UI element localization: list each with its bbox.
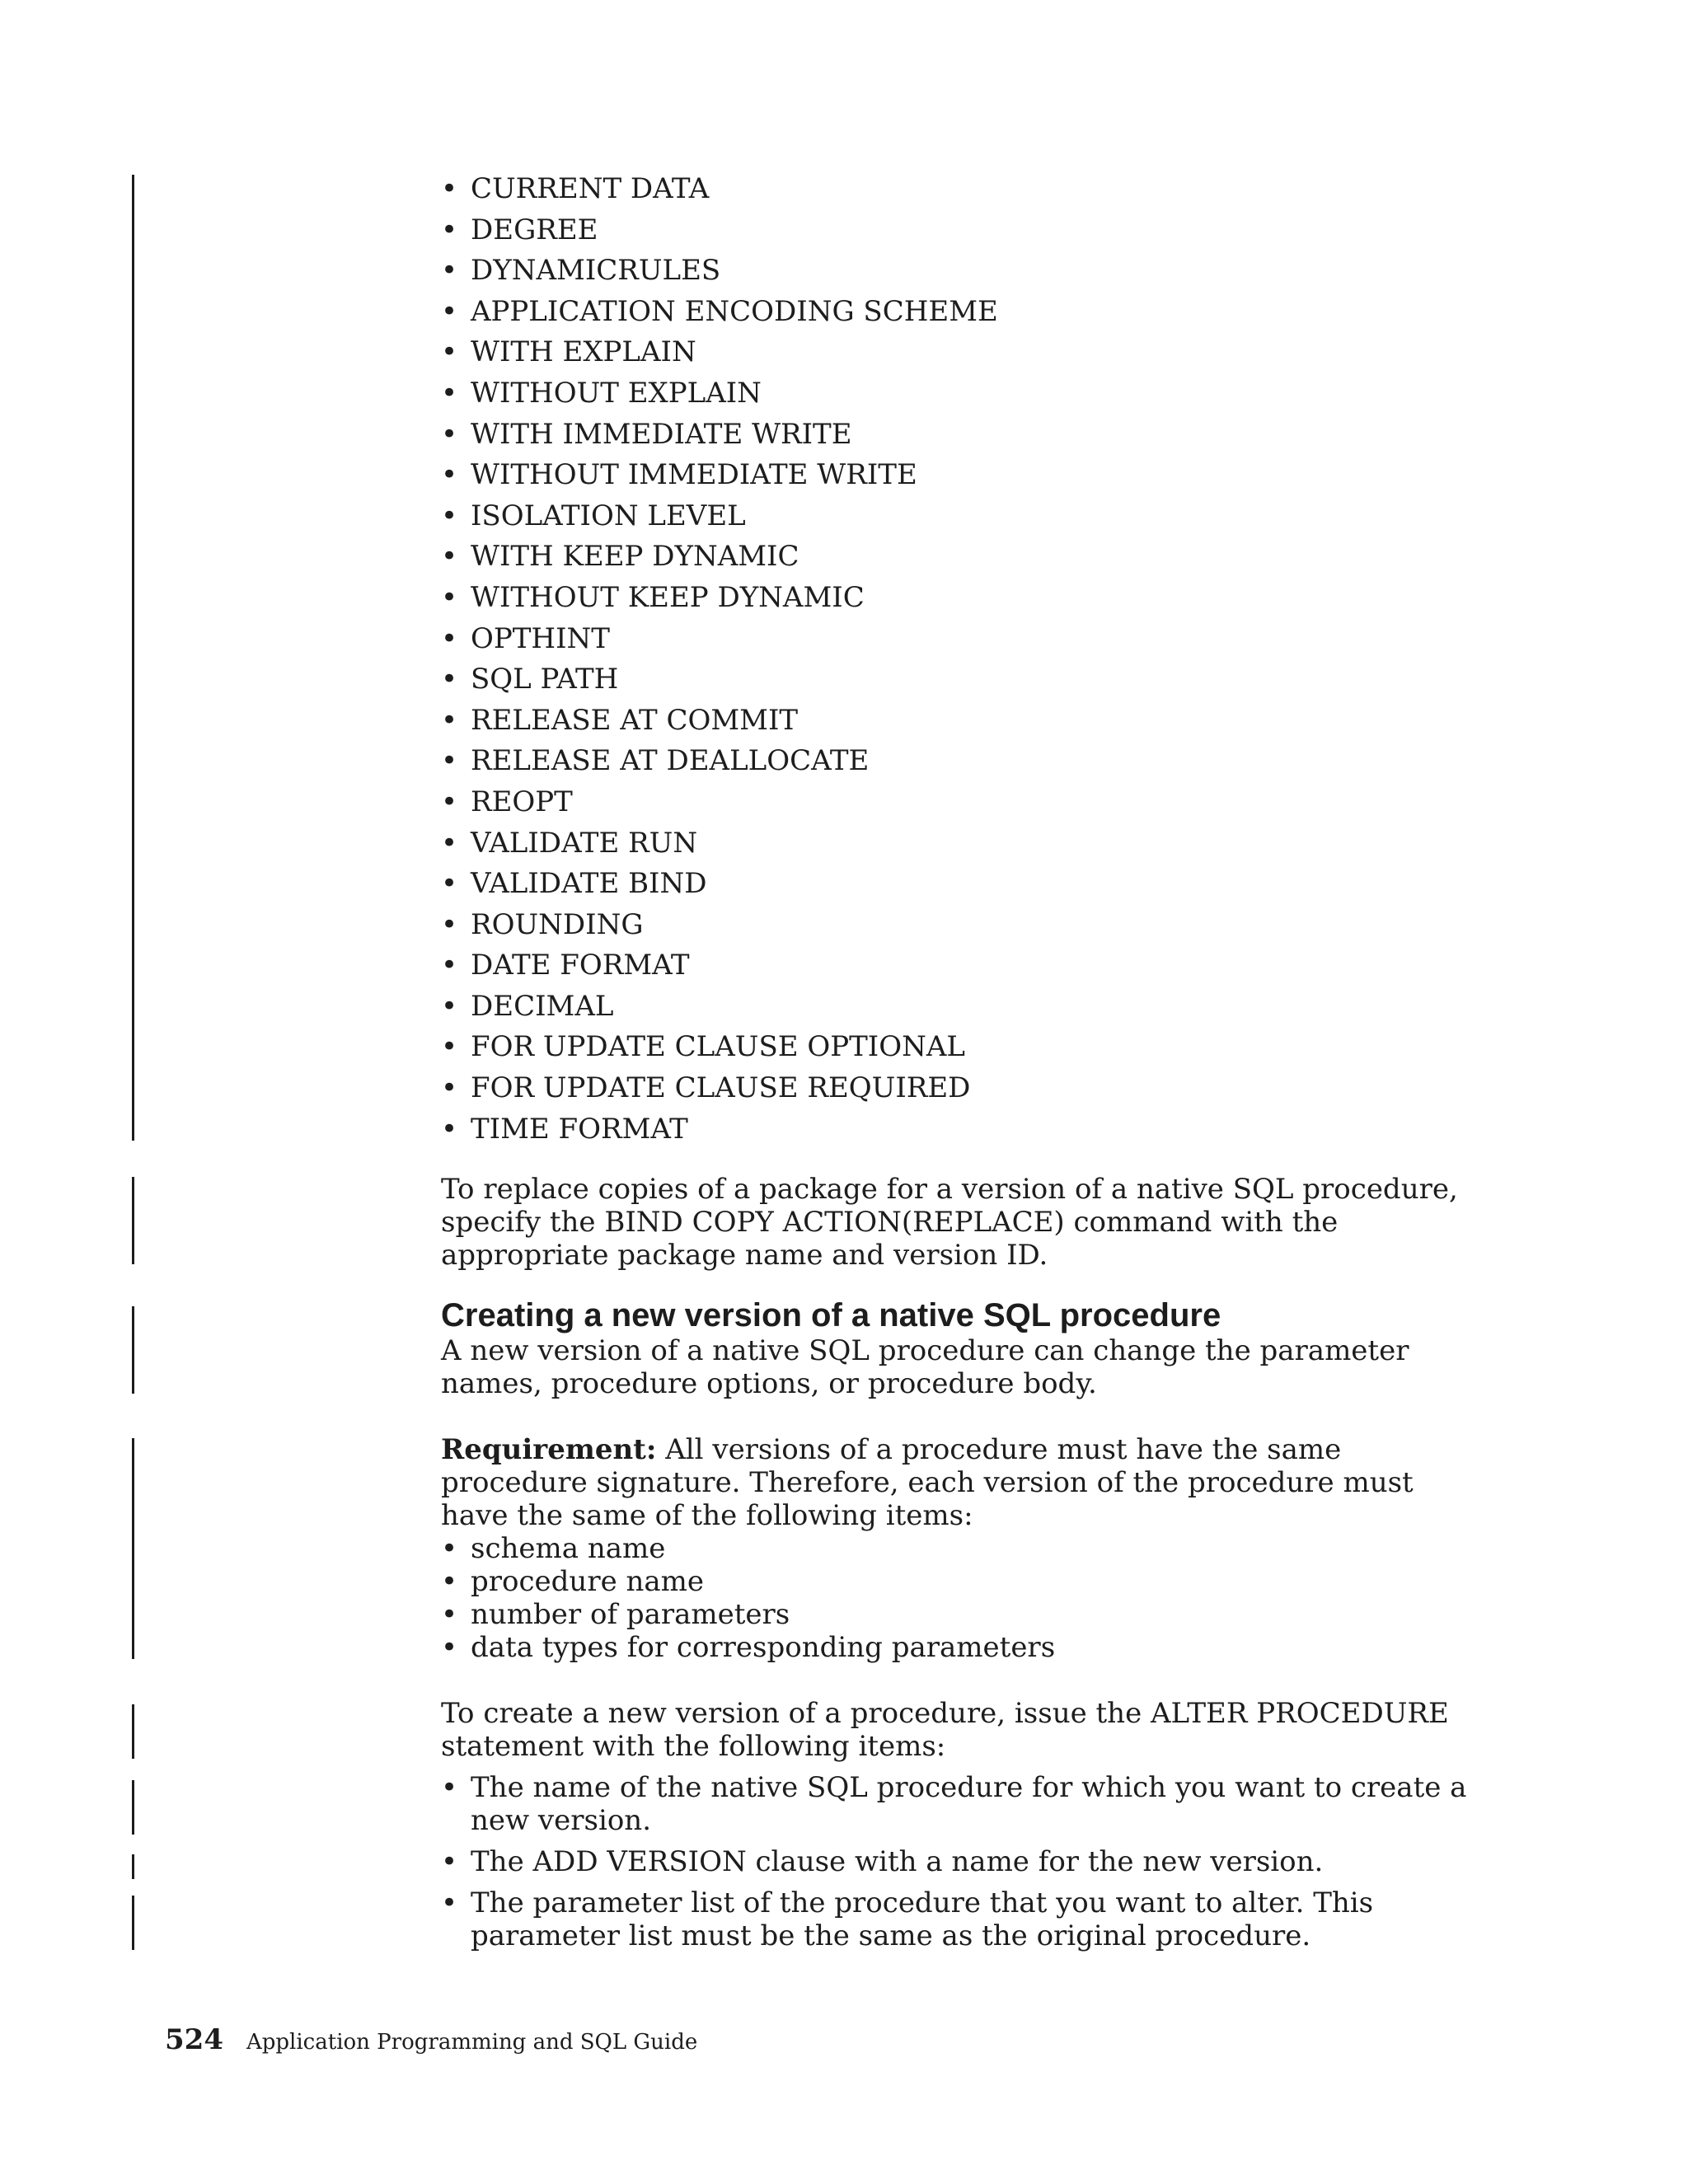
change-bar	[132, 1896, 134, 1950]
signature-items-list	[441, 1532, 1479, 1664]
book-title: Application Programming and SQL Guide	[246, 2030, 698, 2055]
section-heading: Creating a new version of a native SQL procedure	[441, 1297, 1221, 1334]
list-item: • OPTHINT	[441, 619, 1479, 660]
list-item: • VALIDATE RUN	[441, 823, 1479, 865]
list-item: • WITHOUT IMMEDIATE WRITE	[441, 455, 1479, 496]
list-item: • VALIDATE BIND	[441, 864, 1479, 905]
requirement-label: Requirement:	[441, 1433, 657, 1467]
alter-items-list	[441, 1771, 1479, 1952]
change-bar	[132, 1780, 134, 1835]
list-item: • procedure name	[441, 1565, 1479, 1598]
page-footer	[165, 2023, 697, 2059]
list-item: • SQL PATH	[441, 659, 1479, 701]
change-bar	[132, 1177, 134, 1264]
change-bar	[132, 1438, 134, 1659]
list-item: • WITH IMMEDIATE WRITE	[441, 415, 1479, 456]
list-item: • DYNAMICRULES	[441, 251, 1479, 292]
main-content	[441, 169, 1479, 1961]
change-bar	[132, 1704, 134, 1759]
intro-paragraph: A new version of a native SQL procedure can change the parameter names, procedure options, or procedure body.	[441, 1334, 1409, 1401]
list-item: • data types for corresponding parameters	[441, 1631, 1479, 1664]
list-item: • schema name	[441, 1532, 1479, 1565]
list-item: • CURRENT DATA	[441, 169, 1479, 210]
change-bar	[132, 1306, 134, 1394]
list-item: • WITHOUT EXPLAIN	[441, 373, 1479, 415]
list-item: • RELEASE AT COMMIT	[441, 701, 1479, 742]
list-item: • RELEASE AT DEALLOCATE	[441, 741, 1479, 782]
list-item: • TIME FORMAT	[441, 1109, 1479, 1151]
change-bar	[132, 175, 134, 1141]
list-item: • The ADD VERSION clause with a name for the new version.	[441, 1845, 1479, 1878]
list-item: • WITH KEEP DYNAMIC	[441, 537, 1479, 578]
change-bar	[132, 1854, 134, 1879]
list-item: • FOR UPDATE CLAUSE REQUIRED	[441, 1068, 1479, 1109]
list-item: • FOR UPDATE CLAUSE OPTIONAL	[441, 1027, 1479, 1068]
requirement-text: All versions of a procedure must have the same procedure signature. Therefore, each version of the procedure must have the same of the following items:	[441, 1433, 1414, 1533]
list-item: • DATE FORMAT	[441, 945, 1479, 987]
list-item: • WITHOUT KEEP DYNAMIC	[441, 578, 1479, 619]
list-item: • number of parameters	[441, 1598, 1479, 1631]
bind-options-list	[441, 169, 1479, 1150]
page-number: 524	[165, 2023, 223, 2056]
list-item: • DECIMAL	[441, 987, 1479, 1028]
replace-paragraph: To replace copies of a package for a version of a native SQL procedure, specify the BIND COPY ACTION(REPLACE) command with the appropriate package name and version ID.	[441, 1173, 1458, 1272]
list-item: • The parameter list of the procedure that you want to alter. This parameter list must be the same as the original procedure.	[441, 1886, 1479, 1952]
list-item: • ROUNDING	[441, 905, 1479, 946]
list-item: • The name of the native SQL procedure for which you want to create a new version.	[441, 1771, 1479, 1837]
list-item: • WITH EXPLAIN	[441, 332, 1479, 373]
create-paragraph: To create a new version of a procedure, issue the ALTER PROCEDURE statement with the following items:	[441, 1697, 1449, 1764]
list-item: • REOPT	[441, 782, 1479, 823]
list-item: • DEGREE	[441, 210, 1479, 251]
list-item: • ISOLATION LEVEL	[441, 496, 1479, 537]
requirement-paragraph	[441, 1433, 1479, 1532]
list-item: • APPLICATION ENCODING SCHEME	[441, 292, 1479, 333]
